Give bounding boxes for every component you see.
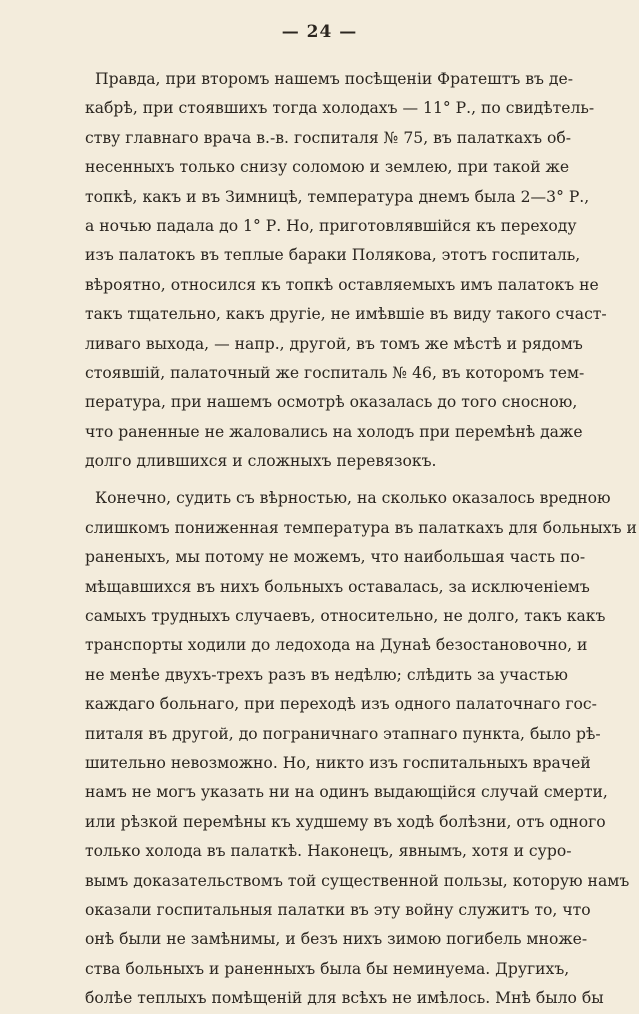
- text-line: только холода въ палаткѣ. Наконецъ, явнымъ, хотя и суро-: [85, 842, 572, 861]
- text-line: вымъ доказательствомъ той существенной пользы, которую намъ: [85, 871, 630, 890]
- text-line: несенныхъ только снизу соломою и землею, при такой же: [85, 158, 570, 177]
- text-line: болѣе теплыхъ помѣщеній для всѣхъ не имѣлось. Мнѣ было бы: [85, 989, 604, 1008]
- text-line: самыхъ трудныхъ случаевъ, относительно, не долго, такъ какъ: [85, 607, 606, 626]
- text-line: мѣщавшихся въ нихъ больныхъ оставалась, за исключеніемъ: [85, 577, 590, 596]
- text-line: изъ палатокъ въ теплые бараки Полякова, этотъ госпиталь,: [85, 246, 581, 265]
- text-line: онѣ были не замѣнимы, и безъ нихъ зимою погибель множе-: [85, 930, 588, 949]
- text-line: кабрѣ, при стоявшихъ тогда холодахъ — 11° Р., по свидѣтель-: [85, 99, 595, 118]
- text-line: вѣроятно, относился къ топкѣ оставляемыхъ имъ палатокъ не: [85, 275, 599, 294]
- paragraph-1: [85, 65, 607, 476]
- text-line: раненыхъ, мы потому не можемъ, что наибольшая часть по-: [85, 548, 586, 567]
- text-line: оказали госпитальныя палатки въ эту войну служитъ то, что: [85, 900, 591, 919]
- text-line: намъ не могъ указать ни на одинъ выдающійся случай смерти,: [85, 783, 608, 802]
- text-line: топкѣ, какъ и въ Зимницѣ, температура днемъ была 2—3° Р.,: [85, 187, 590, 206]
- text-line: а ночью падала до 1° Р. Но, приготовлявшійся къ переходу: [85, 216, 577, 235]
- body-text: [85, 65, 637, 1014]
- text-line: слишкомъ пониженная температура въ палаткахъ для больныхъ и: [85, 518, 637, 537]
- text-line: такъ тщательно, какъ другіе, не имѣвшіе въ виду такого счаст-: [85, 305, 607, 324]
- text-line: шительно невозможно. Но, никто изъ госпитальныхъ врачей: [85, 753, 591, 772]
- text-line: ства больныхъ и раненныхъ была бы неминуема. Другихъ,: [85, 959, 570, 978]
- text-line: Конечно, судить съ вѣрностью, на сколько оказалось вредною: [95, 489, 611, 508]
- text-line: пература, при нашемъ осмотрѣ оказалась до того сносною,: [85, 393, 578, 412]
- text-line: Правда, при второмъ нашемъ посѣщеніи Фратештъ въ де-: [95, 70, 574, 88]
- text-line: что раненные не жаловались на холодъ при перемѣнѣ даже: [85, 422, 583, 441]
- text-line: не менѣе двухъ-трехъ разъ въ недѣлю; слѣдить за участью: [85, 665, 568, 684]
- text-line: транспорты ходили до ледохода на Дунаѣ безостановочно, и: [85, 636, 588, 655]
- paragraph-2: [85, 484, 637, 1013]
- text-line: долго длившихся и сложныхъ перевязокъ.: [85, 452, 437, 471]
- text-line: ству главнаго врача в.-в. госпиталя № 75, въ палаткахъ об-: [85, 128, 572, 147]
- text-line: каждаго больнаго, при переходѣ изъ одного палаточнаго гос-: [85, 695, 597, 714]
- text-line: питаля въ другой, до пограничнаго этапнаго пункта, было рѣ-: [85, 724, 601, 743]
- text-line: стоявшій, палаточный же госпиталь № 46, въ которомъ тем-: [85, 363, 585, 382]
- page-number: — 24 —: [281, 22, 358, 42]
- text-line: ливаго выхода, — напр., другой, въ томъ же мѣстѣ и рядомъ: [85, 334, 583, 353]
- text-line: или рѣзкой перемѣны къ худшему въ ходѣ болѣзни, отъ одного: [85, 812, 606, 831]
